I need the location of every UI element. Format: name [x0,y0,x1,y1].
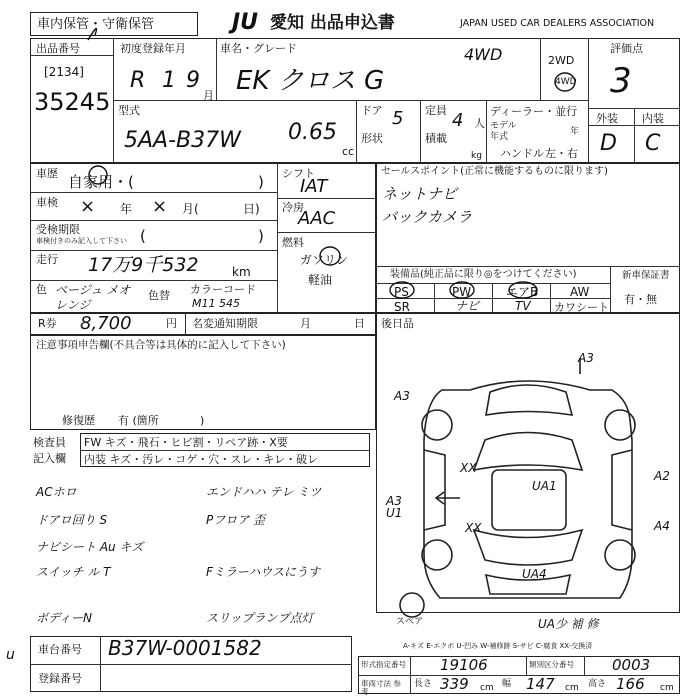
damage-label-ua1: UA1 [532,479,557,493]
sales-points-label: セールスポイント(正常に機能するものに限ります) [381,166,608,177]
receipt-close: ) [258,227,264,245]
color-value: ベージュ メオレンジ [55,283,131,312]
length-unit: cm [480,683,494,693]
damage-label-a3-u1: A3 U1 [386,494,403,520]
capacity-value: 4 [452,110,464,131]
note-3: ドアロ回り S [36,513,108,527]
inspection-month-unit: 月( [182,202,199,216]
exterior-label: 外装 [596,112,618,125]
inspection-year: × [80,196,96,217]
length-value: 339 [440,675,469,693]
tax-label: 名変通知期限 [192,317,258,330]
note-4: Pフロア 歪 [206,513,266,527]
stray-mark: u [6,647,15,663]
price-label: R券 [38,317,57,330]
equip-pw: PW [452,285,472,299]
ac-value: AAC [298,208,336,229]
note-9: ボディーN [36,611,93,625]
damage-label-a4: A4 [654,519,670,533]
damage-label-ua-repair: UA少 補 修 [538,617,599,631]
model-value: 5AA-B37W [124,128,241,153]
repair-value: 有 (箇所 [118,414,159,427]
mileage-unit: km [232,265,251,279]
displacement-value: 0.65 [288,120,337,145]
capacity-unit: 人 [474,117,485,130]
ac-label: 冷房 [282,201,304,214]
handle-label: ハンドル [500,147,544,160]
handle-options: 左・右 [545,147,578,160]
model-label: 型式 [118,104,140,117]
width-value: 147 [526,675,555,693]
mileage-value: 17万9千532 [88,254,199,276]
car-drive-note: 4WD [464,45,503,64]
damage-label-xx-2: XX [465,521,482,535]
form-title: 愛知 出品申込書 [270,13,395,33]
spare-label: スペア [396,617,424,627]
class-value: 0003 [612,656,651,674]
load-unit: kg [471,151,482,161]
color-code-label: カラーコード [190,283,256,296]
doors-label: ドア [361,104,383,117]
load-label: 積載 [425,132,447,145]
lot-number: 35245 [34,88,111,116]
rating-value: 3 [610,61,632,101]
receipt-label: 受検期限 [36,223,80,236]
damage-label-a3-left: A3 [394,389,410,403]
damage-label-xx-1: XX [460,461,477,475]
inspection-label: 車検 [36,196,58,209]
chassis-label: 車台番号 [38,643,82,656]
lot-label: 出品番号 [36,42,80,55]
shift-label: シフト [282,167,315,180]
color-label: 色 [36,283,47,296]
inspector-interior: 内装 キズ・汚レ・コゲ・穴・スレ・キレ・破レ [84,453,319,466]
assoc-name: JAPAN USED CAR DEALERS ASSOCIATION [460,18,655,29]
rating-label: 評価点 [610,42,643,55]
dealer-label: ディーラー・並行 [490,105,578,118]
two-wd-label: 2WD [548,54,575,67]
year-unit: 年 [570,127,580,137]
history-value: 自家用・( [68,173,134,191]
storage-label: 車内保管・守衛保管 [37,17,155,32]
dims-label: 車両寸法 参考 [361,679,401,696]
equip-ps: PS [394,285,409,299]
class-label: 類別区分番号 [529,660,574,669]
lot-code: [2134] [44,65,84,79]
inspection-year-unit: 年 [120,202,133,216]
registration-label: 登録番号 [38,672,82,685]
type-cert-label: 形式指定番号 [361,660,406,669]
first-reg-month: 9 [186,68,200,93]
history-close: ) [258,173,264,191]
color-change-label: 色替 [148,289,170,302]
first-reg-era: R [130,68,146,93]
doors-value: 5 [392,108,404,129]
chassis-value: B37W-0001582 [108,636,262,660]
note-8: Fミラーハウスにうす [206,565,320,579]
shift-value: IAT [300,176,328,197]
four-wd-label: 4WD [555,77,577,87]
first-reg-month-unit: 月 [203,89,214,102]
year-label: 年式 [490,132,509,142]
width-unit: cm [565,683,579,693]
car-name-label: 車名・グレード [220,42,297,55]
equip-airbag: エアB [506,285,539,299]
repair-label: 修復歴 [62,414,95,427]
height-unit: cm [660,683,674,693]
inspection-month: × [152,196,168,217]
first-reg-label: 初度登録年月 [120,42,186,55]
interior-label: 内装 [642,112,664,125]
first-reg-year: 1 [162,68,176,93]
fuel-label: 燃料 [282,236,304,249]
height-value: 166 [616,675,645,693]
inspector-label: 検査員 [33,436,66,449]
tax-day: 日 [354,317,365,330]
damage-label-a3-top: A3 [578,351,594,365]
damage-label-a2: A2 [654,469,670,483]
exterior-rating: D [600,131,617,156]
displacement-unit: cc [342,145,355,158]
color-code-value: M11 545 [192,297,240,310]
shape-label: 形状 [361,132,383,145]
repair-close: ) [200,414,205,427]
damage-label-ua4: UA4 [522,567,547,581]
model-year-label: モデル [490,121,517,131]
capacity-label: 定員 [425,104,447,117]
note-7: スイッチ ル T [36,565,111,579]
price-value: 8,700 [80,313,132,334]
inspector-fw: FW キズ・飛石・ヒビ割・リペア跡・X要 [84,436,288,449]
equip-tv: TV [515,299,531,313]
car-name-value: EK クロス G [236,66,385,96]
warranty-options: 有・無 [624,293,657,306]
sales-point-1: ネットナビ [382,185,458,203]
receipt-open: ( [140,227,146,245]
notes-label: 注意事項申告欄(不具合等は具体的に記入して下さい) [36,339,286,351]
sales-point-2: バックカメラ [382,208,473,226]
height-label: 高さ [588,679,607,689]
interior-rating: C [645,131,661,156]
equip-seat: カワシート [554,301,609,314]
damage-legend: A-キズ E-エクボ U-凹み W-補修跡 S-サビ C-腐食 XX-交換済 [403,642,593,650]
entry-label: 記入欄 [33,452,66,465]
fuel-gasoline: ガソリン [300,253,349,267]
type-cert-value: 19106 [440,656,488,674]
price-unit: 円 [166,317,177,330]
receipt-note: 車検付きのみ記入して下さい [36,237,127,245]
history-label: 車歴 [36,167,58,180]
fuel-diesel: 軽油 [308,273,333,287]
note-5: ナビシート Au キズ [36,540,144,554]
length-label: 長さ [414,679,433,689]
equipment-label: 装備品(純正品に限り◎をつけてください) [390,269,577,280]
tax-month: 月 [300,317,311,330]
rear-label: 後日品 [381,317,414,330]
equip-aw: AW [570,285,590,299]
equip-navi: ナビ [455,299,480,313]
note-10: スリップランプ点灯 [206,611,314,625]
width-label: 幅 [502,679,512,689]
equip-sr: SR [394,300,410,314]
ju-logo: JU [232,10,259,35]
warranty-label: 新車保証書 [622,270,670,281]
note-2: エンドハハ テレ ミツ [206,485,322,499]
inspection-day-unit: 日) [243,202,260,216]
mileage-label: 走行 [36,253,58,266]
note-1: ACホロ [36,485,77,499]
